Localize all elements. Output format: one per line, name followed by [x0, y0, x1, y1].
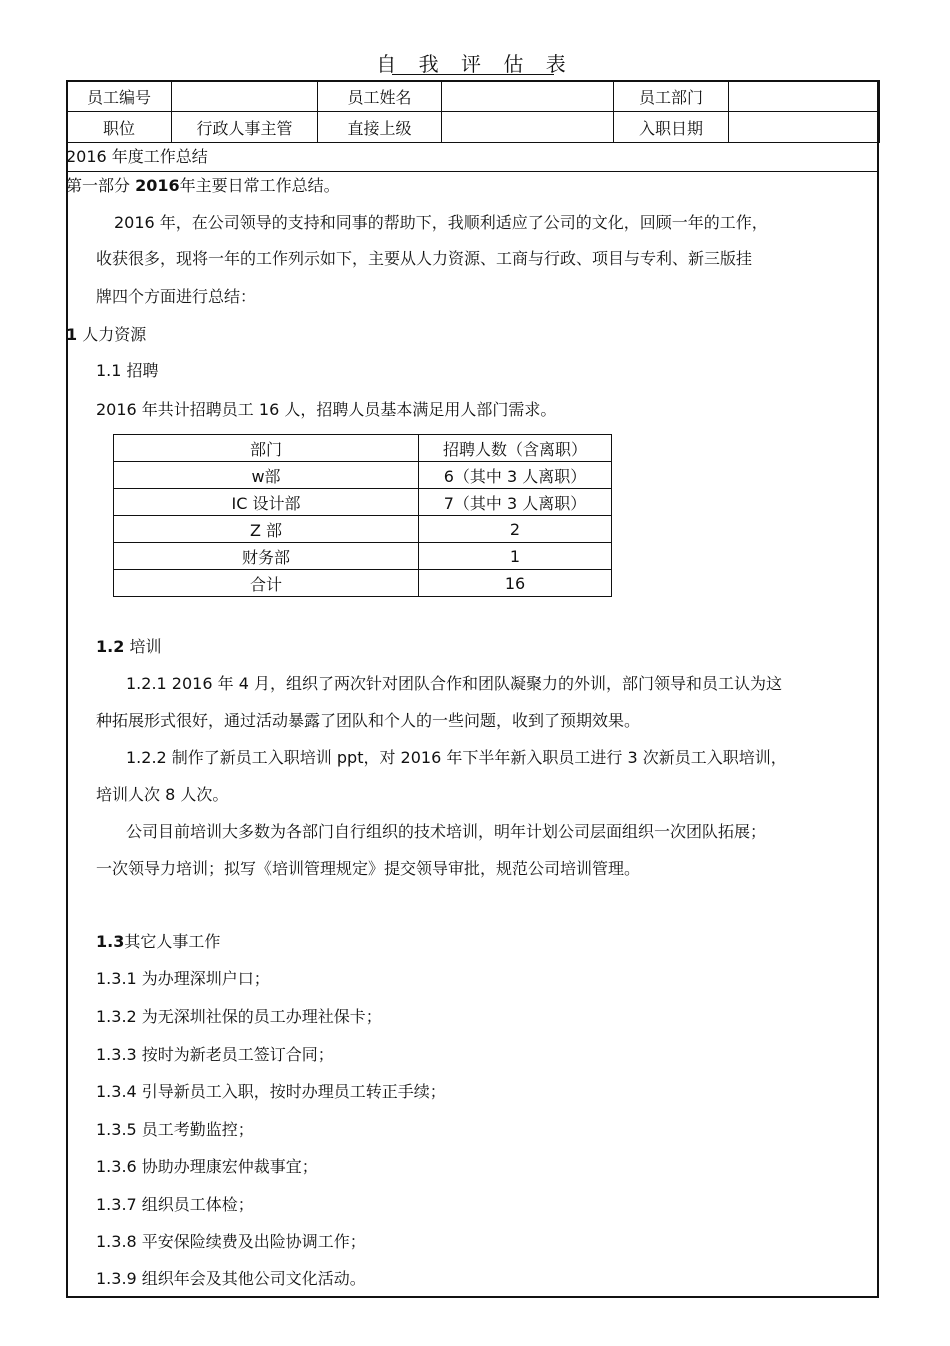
s1-2-title: 培训	[129, 637, 162, 656]
employee-info-table	[66, 80, 880, 143]
s1-2-p1-line-2: 种拓展形式很好，通过活动暴露了团队和个人的一些问题，收到了预期效果。	[96, 711, 641, 730]
info-row-1	[67, 81, 880, 112]
s1-1-text: 2016 年共计招聘员工 16 人，招聘人员基本满足用人部门需求。	[96, 400, 557, 419]
position-label: 职位	[67, 112, 172, 143]
list-item: 1.3.5 员工考勤监控；	[96, 1120, 254, 1139]
s1-3-title: 其它人事工作	[124, 932, 221, 951]
list-item: 1.3.2 为无深圳社保的员工办理社保卡；	[96, 1007, 382, 1026]
col-header-department: 部门	[114, 435, 419, 462]
table-cell-hires: 6（其中 3 人离职）	[419, 462, 612, 489]
supervisor-field[interactable]	[442, 112, 614, 143]
intro-line-1: 2016 年，在公司领导的支持和同事的帮助下，我顺利适应了公司的文化，回顾一年的工作，	[114, 213, 768, 232]
part1-heading	[66, 176, 340, 196]
table-cell-department: 财务部	[114, 543, 419, 570]
table-cell-department: w部	[114, 462, 419, 489]
table-cell-hires: 2	[419, 516, 612, 543]
col-header-hires: 招聘人数（含离职）	[419, 435, 612, 462]
part1-heading-pre: 第一部分	[66, 176, 131, 195]
s1-1-heading: 1.1 招聘	[96, 361, 159, 380]
list-item: 1.3.1 为办理深圳户口；	[96, 969, 270, 988]
employee-id-field[interactable]	[172, 81, 318, 112]
part1-heading-post: 年主要日常工作总结。	[179, 176, 340, 195]
table-cell-hires: 1	[419, 543, 612, 570]
title-underline	[392, 74, 554, 75]
s1-2-heading	[96, 637, 161, 657]
employee-name-label: 员工姓名	[318, 81, 442, 112]
intro-line-3: 牌四个方面进行总结：	[96, 287, 257, 306]
section-1-number: 1	[66, 325, 78, 344]
intro-line-2: 收获很多，现将一年的工作列示如下，主要从人力资源、工商与行政、项目与专利、新三版挂	[96, 249, 753, 268]
table-cell-department: 合计	[114, 570, 419, 597]
table-row	[114, 543, 612, 570]
department-field[interactable]	[729, 81, 880, 112]
recruitment-table	[113, 434, 612, 597]
summary-title: 2016 年度工作总结	[66, 147, 208, 166]
table-cell-hires: 7（其中 3 人离职）	[419, 489, 612, 516]
list-item: 1.3.4 引导新员工入职，按时办理员工转正手续；	[96, 1082, 446, 1101]
part1-heading-year: 2016	[135, 176, 180, 195]
s1-2-p2-line-1: 1.2.2 制作了新员工入职培训 ppt，对 2016 年下半年新入职员工进行 3 次新员工入职培训，	[126, 748, 787, 767]
list-item: 1.3.8 平安保险续费及出险协调工作；	[96, 1232, 366, 1251]
s1-2-p3-line-1: 公司目前培训大多数为各部门自行组织的技术培训，明年计划公司层面组织一次团队拓展；	[126, 822, 767, 841]
section-1-heading	[66, 325, 146, 345]
table-row	[114, 516, 612, 543]
summary-divider	[66, 171, 879, 172]
list-item: 1.3.3 按时为新老员工签订合同；	[96, 1045, 334, 1064]
table-cell-department: Z 部	[114, 516, 419, 543]
table-row-total	[114, 570, 612, 597]
list-item: 1.3.9 组织年会及其他公司文化活动。	[96, 1269, 366, 1288]
s1-2-number: 1.2	[96, 637, 125, 656]
hire-date-field[interactable]	[729, 112, 880, 143]
department-label: 员工部门	[614, 81, 729, 112]
hire-date-label: 入职日期	[614, 112, 729, 143]
s1-3-number: 1.3	[96, 932, 125, 951]
s1-2-p3-line-2: 一次领导力培训；拟写《培训管理规定》提交领导审批，规范公司培训管理。	[96, 859, 641, 878]
list-item: 1.3.7 组织员工体检；	[96, 1195, 254, 1214]
table-cell-hires: 16	[419, 570, 612, 597]
supervisor-label: 直接上级	[318, 112, 442, 143]
employee-name-field[interactable]	[442, 81, 614, 112]
s1-2-p2-line-2: 培训人次 8 人次。	[96, 785, 229, 804]
position-field[interactable]: 行政人事主管	[172, 112, 318, 143]
table-row	[114, 462, 612, 489]
section-1-title: 人力资源	[82, 325, 147, 344]
table-cell-department: IC 设计部	[114, 489, 419, 516]
s1-3-heading	[96, 932, 220, 952]
table-row	[114, 489, 612, 516]
employee-id-label: 员工编号	[67, 81, 172, 112]
s1-2-p1-line-1: 1.2.1 2016 年 4 月，组织了两次针对团队合作和团队凝聚力的外训，部门领导和员工认为这	[126, 674, 782, 693]
list-item: 1.3.6 协助办理康宏仲裁事宜；	[96, 1157, 318, 1176]
document-title: 自 我 评 估 表	[376, 52, 574, 76]
recruitment-header-row	[114, 435, 612, 462]
info-row-2	[67, 112, 880, 143]
